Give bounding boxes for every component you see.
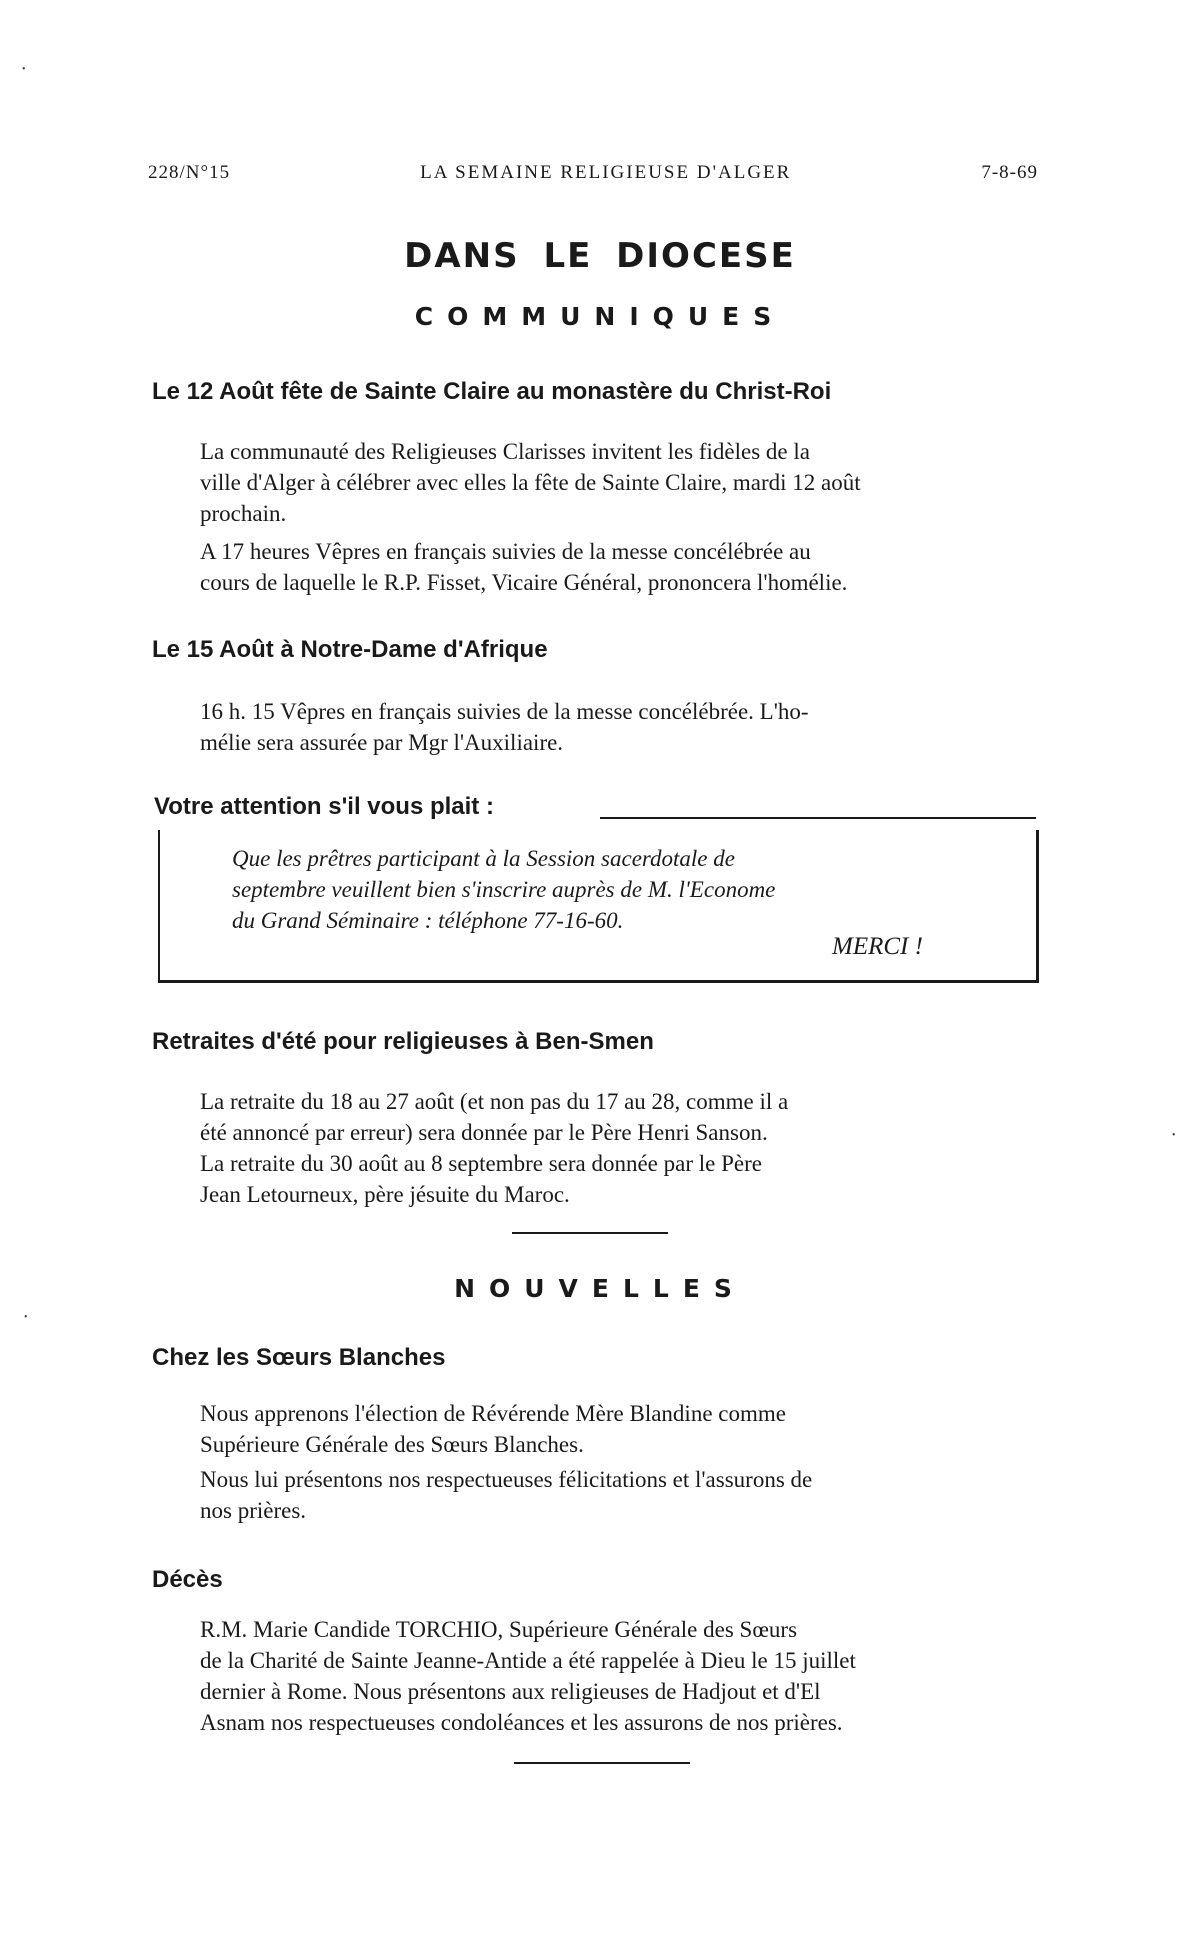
soeurs-blanches-heading: Chez les Sœurs Blanches — [152, 1344, 446, 1371]
section-divider — [512, 1232, 668, 1234]
deces-paragraph — [150, 1614, 1038, 1738]
notice-line: septembre veuillent bien s'inscrire auprès de M. l'Econome — [232, 877, 776, 902]
text-line: cours de laquelle le R.P. Fisset, Vicaire Général, prononcera l'homélie. — [200, 570, 848, 595]
scan-speck: • — [22, 64, 26, 75]
retraites-paragraph-1 — [150, 1086, 1038, 1148]
notre-dame-paragraph — [150, 696, 1038, 758]
issue-date: 7-8-69 — [981, 162, 1038, 183]
text-line: dernier à Rome. Nous présentons aux religieuses de Hadjout et d'El — [200, 1679, 821, 1704]
text-line: A 17 heures Vêpres en français suivies de la messe concélébrée au — [200, 539, 811, 564]
sainte-claire-heading: Le 12 Août fête de Sainte Claire au monastère du Christ-Roi — [152, 378, 832, 405]
notice-thanks: MERCI ! — [832, 933, 923, 960]
publication-title: LA SEMAINE RELIGIEUSE D'ALGER — [420, 162, 792, 183]
page-reference: 228/N°15 — [148, 162, 231, 183]
notice-line: du Grand Séminaire : téléphone 77-16-60. — [232, 908, 624, 933]
deces-heading: Décès — [152, 1566, 223, 1593]
text-line: La retraite du 18 au 27 août (et non pas du 17 au 28, comme il a — [200, 1089, 789, 1114]
text-line: Nous lui présentons nos respectueuses félicitations et l'assurons de — [200, 1467, 813, 1492]
sainte-claire-paragraph-2 — [150, 536, 1038, 598]
text-line: de la Charité de Sainte Jeanne-Antide a été rappelée à Dieu le 15 juillet — [200, 1648, 856, 1673]
retraites-paragraph-2 — [150, 1148, 1038, 1210]
text-line: Asnam nos respectueuses condoléances et les assurons de nos prières. — [200, 1710, 843, 1735]
page-title: DANS LE DIOCESE — [404, 236, 796, 276]
nouvelles-heading: NOUVELLES — [454, 1274, 746, 1303]
text-line: La communauté des Religieuses Clarisses invitent les fidèles de la — [200, 439, 810, 464]
scan-speck: • — [24, 1312, 28, 1323]
text-line: été annoncé par erreur) sera donnée par le Père Henri Sanson. — [200, 1120, 768, 1145]
notice-text — [232, 843, 952, 936]
retraites-heading: Retraites d'été pour religieuses à Ben-Smen — [152, 1028, 654, 1055]
text-line: Jean Letourneux, père jésuite du Maroc. — [200, 1182, 570, 1207]
text-line: mélie sera assurée par Mgr l'Auxiliaire. — [200, 730, 564, 755]
text-line: ville d'Alger à célébrer avec elles la fête de Sainte Claire, mardi 12 août — [200, 470, 861, 495]
text-line: Supérieure Générale des Sœurs Blanches. — [200, 1432, 584, 1457]
text-line: prochain. — [200, 501, 287, 526]
notice-leader-line — [600, 817, 1036, 819]
notice-heading: Votre attention s'il vous plait : — [154, 793, 494, 820]
communiques-heading: COMMUNIQUES — [414, 302, 786, 331]
running-header — [148, 162, 1038, 184]
scan-speck: • — [1172, 1130, 1176, 1141]
text-line: nos prières. — [200, 1498, 307, 1523]
notice-line: Que les prêtres participant à la Session sacerdotale de — [232, 846, 735, 871]
end-divider — [514, 1762, 690, 1764]
text-line: R.M. Marie Candide TORCHIO, Supérieure Générale des Sœurs — [200, 1617, 798, 1642]
sainte-claire-paragraph-1 — [150, 436, 1038, 529]
text-line: 16 h. 15 Vêpres en français suivies de la messe concélébrée. L'ho- — [200, 699, 809, 724]
text-line: La retraite du 30 août au 8 septembre sera donnée par le Père — [200, 1151, 762, 1176]
soeurs-blanches-paragraph-2 — [150, 1464, 1038, 1526]
text-line: Nous apprenons l'élection de Révérende Mère Blandine comme — [200, 1401, 786, 1426]
notre-dame-heading: Le 15 Août à Notre-Dame d'Afrique — [152, 636, 548, 663]
soeurs-blanches-paragraph-1 — [150, 1398, 1038, 1460]
